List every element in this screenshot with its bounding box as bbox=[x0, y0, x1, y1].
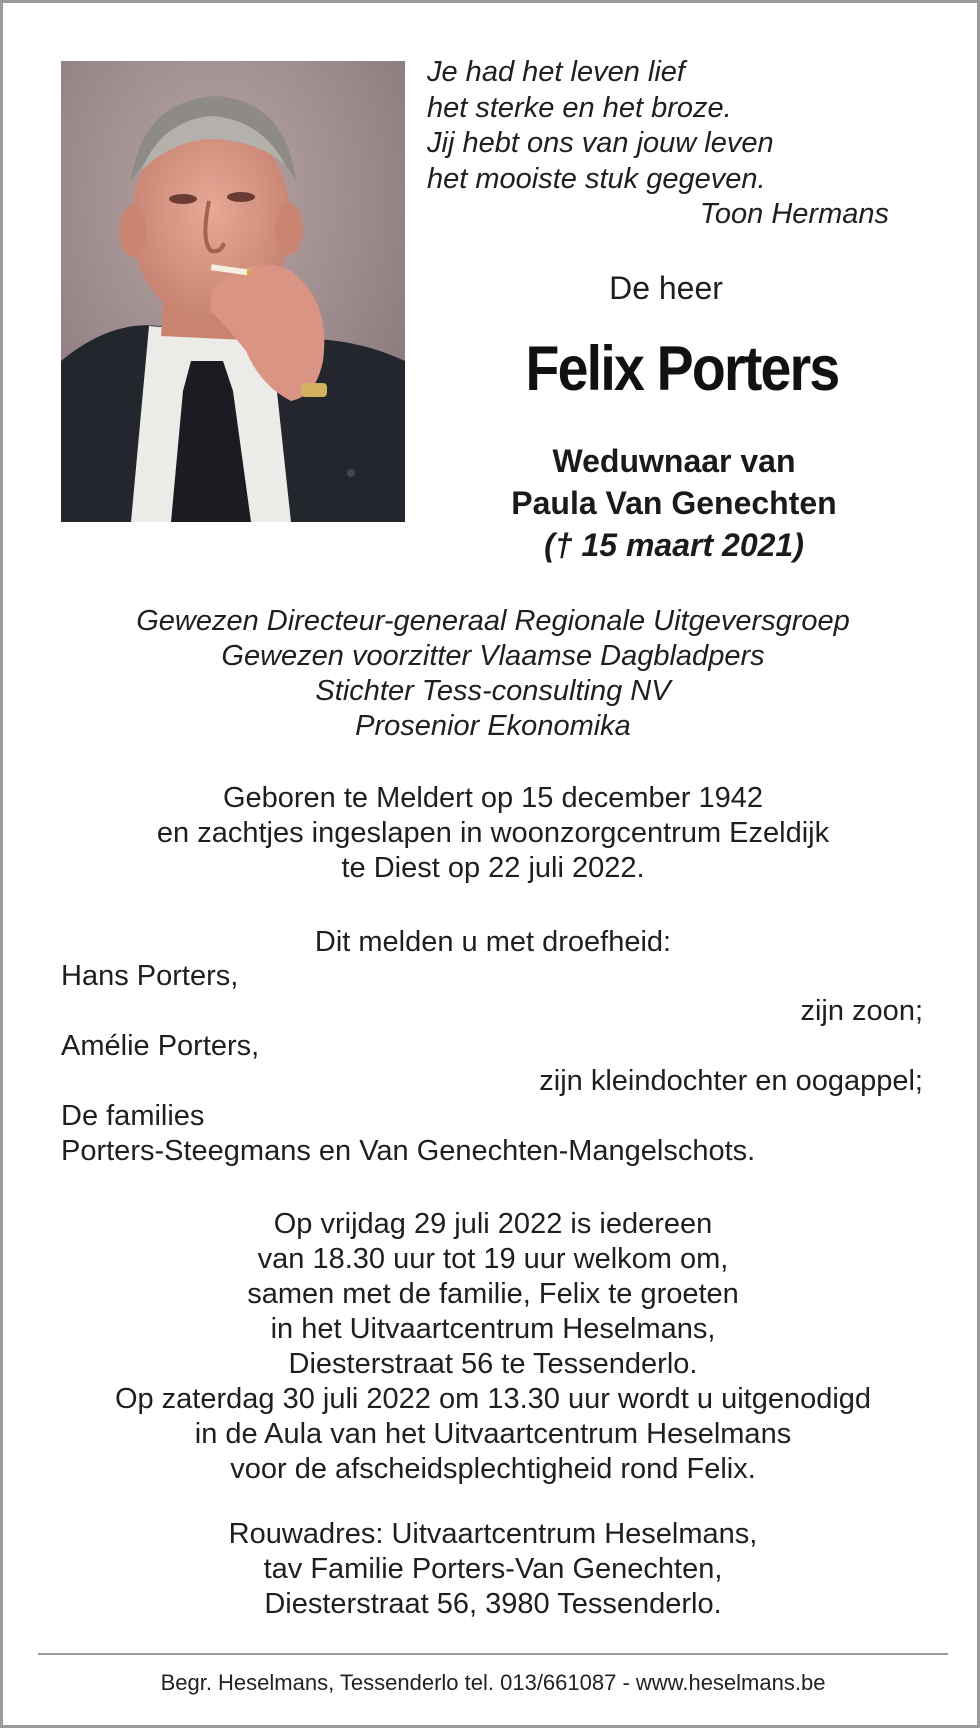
family-member-name: Hans Porters, bbox=[61, 960, 239, 992]
poem-author: Toon Hermans bbox=[699, 198, 889, 230]
ceremony-line: voor de afscheidsplechtigheid rond Felix. bbox=[230, 1453, 756, 1485]
poem-line: Je had het leven lief bbox=[427, 56, 685, 88]
families-names: Porters-Steegmans en Van Genechten-Mangelschots. bbox=[61, 1135, 756, 1167]
ceremony-line: samen met de familie, Felix te groeten bbox=[247, 1278, 739, 1310]
function-line: Gewezen Directeur-generaal Regionale Uitgeversgroep bbox=[136, 605, 850, 637]
ceremony-line: Op zaterdag 30 juli 2022 om 13.30 uur wordt u uitgenodigd bbox=[114, 1383, 872, 1415]
funeral-home-footer: Begr. Heselmans, Tessenderlo tel. 013/661087 - www.heselmans.be bbox=[160, 1670, 826, 1695]
poem-line: het mooiste stuk gegeven. bbox=[427, 162, 766, 195]
families-label: De families bbox=[61, 1100, 205, 1132]
widow-label: Weduwnaar van bbox=[552, 443, 796, 479]
address-line: tav Familie Porters-Van Genechten, bbox=[263, 1553, 723, 1585]
function-line: Stichter Tess-consulting NV bbox=[315, 675, 671, 707]
poem-line: Jij hebt ons van jouw leven bbox=[427, 127, 774, 159]
announcement-intro: Dit melden u met droefheid: bbox=[314, 926, 672, 958]
family-member-name: Amélie Porters, bbox=[61, 1030, 260, 1062]
ceremony-line: van 18.30 uur tot 19 uur welkom om, bbox=[257, 1243, 729, 1275]
family-member-relation: zijn zoon; bbox=[800, 995, 923, 1027]
ceremony-line: Op vrijdag 29 juli 2022 is iedereen bbox=[273, 1208, 713, 1240]
ceremony-line: in de Aula van het Uitvaartcentrum Heselmans bbox=[194, 1418, 792, 1450]
poem-line: het sterke en het broze. bbox=[427, 91, 732, 124]
widow-info bbox=[427, 440, 921, 566]
family-member-relation: zijn kleindochter en oogappel; bbox=[539, 1065, 923, 1097]
career-functions bbox=[43, 604, 943, 744]
death-line: en zachtjes ingeslapen in woonzorgcentrum Ezeldijk bbox=[156, 817, 830, 849]
spouse-death-date: († 15 maart 2021) bbox=[544, 527, 804, 563]
birth-death-text bbox=[43, 781, 943, 886]
ceremony-line: Diesterstraat 56 te Tessenderlo. bbox=[288, 1348, 698, 1380]
poem-quote bbox=[427, 55, 897, 233]
function-line: Gewezen voorzitter Vlaamse Dagbladpers bbox=[221, 640, 765, 672]
birth-line: Geboren te Meldert op 15 december 1942 bbox=[222, 782, 764, 814]
function-line: Prosenior Ekonomika bbox=[355, 710, 631, 742]
deceased-name: Felix Porters bbox=[525, 334, 839, 404]
footer-divider bbox=[38, 1653, 948, 1655]
portrait-photo bbox=[61, 61, 405, 522]
spouse-name: Paula Van Genechten bbox=[511, 485, 837, 521]
ceremony-info bbox=[43, 1207, 943, 1487]
salutation: De heer bbox=[609, 270, 723, 306]
death-place-line: te Diest op 22 juli 2022. bbox=[341, 852, 645, 884]
family-list bbox=[61, 959, 923, 1169]
mourning-address bbox=[43, 1517, 943, 1622]
ceremony-line: in het Uitvaartcentrum Heselmans, bbox=[270, 1313, 716, 1345]
address-line: Rouwadres: Uitvaartcentrum Heselmans, bbox=[228, 1518, 758, 1550]
address-line: Diesterstraat 56, 3980 Tessenderlo. bbox=[264, 1588, 722, 1620]
